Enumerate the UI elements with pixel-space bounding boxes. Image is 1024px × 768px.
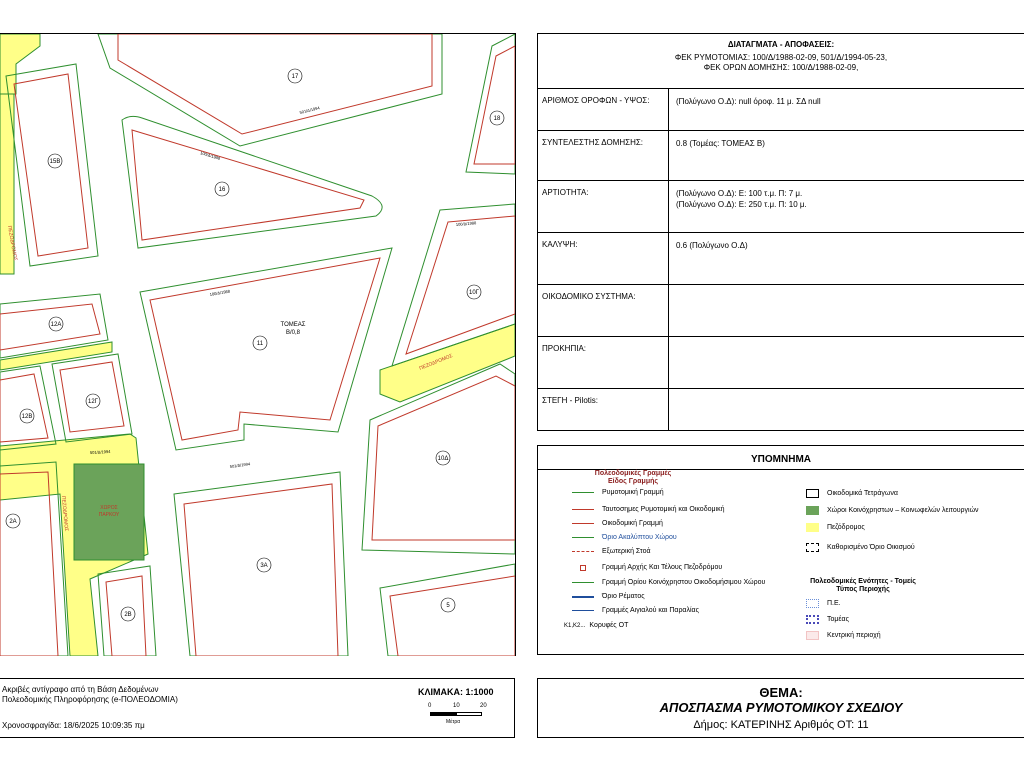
legend-item-stream-line: Όριο Ρέματος — [572, 593, 645, 600]
term-row-floors — [538, 89, 1024, 131]
legend-item-pedestrian: Πεζόδρομος — [806, 523, 865, 532]
small-square-icon — [580, 565, 586, 571]
line-label: 501/Δ/1994 — [229, 461, 251, 469]
legend-item-pedestrian-endpoint: Γραμμή Αρχής Και Τέλους Πεζοδρόμου — [572, 564, 722, 571]
legend-item-sector: Τομέας — [806, 615, 849, 624]
subject-title: ΑΠΟΣΠΑΣΜΑ ΡΥΜΟΤΟΜΙΚΟΥ ΣΧΕΔΙΟΥ — [659, 700, 903, 715]
footer-subject — [537, 678, 1024, 738]
block-number-2b: 2Β — [124, 612, 132, 618]
line-label: 501/Δ/1994 — [299, 105, 321, 115]
line-label: 100/Δ/1988 — [209, 288, 231, 297]
block-16-street-line — [122, 116, 382, 248]
sector-code: Β/0,8 — [285, 330, 301, 336]
legend-item-blocks: Οικοδομικά Τετράγωνα — [806, 489, 898, 498]
term-key: ΚΑΛΥΨΗ: — [538, 233, 669, 284]
legend-lines-heading: Πολεοδομικές Γραμμές Είδος Γραμμής — [594, 470, 672, 485]
term-row-plot-size — [538, 181, 1024, 233]
decrees-line-2: ΦΕΚ ΟΡΩΝ ΔΟΜΗΣΗΣ: 100/Δ/1988-02-09, — [703, 63, 859, 72]
legend-item-building-line: Οικοδομική Γραμμή — [572, 520, 663, 527]
copy-line-2: Πολεοδομικής Πληροφόρησης (e-ΠΟΛΕΟΔΟΜΙΑ) — [2, 695, 178, 704]
blue-line-icon — [572, 610, 594, 611]
green-line-icon — [572, 537, 594, 538]
legend-item-central-area: Κεντρική περιοχή — [806, 631, 881, 640]
block-11-building-line — [150, 258, 380, 440]
pedestrian-label-east: ΠΕΖΟΔΡΟΜΟΣ — [418, 352, 454, 372]
term-row-building-system — [538, 285, 1024, 337]
scale-label: ΚΛΙΜΑΚΑ: 1:1000 — [418, 687, 494, 697]
line-label: 501/Δ/1994 — [89, 448, 111, 455]
block-16-building-line — [132, 130, 364, 240]
scale-bar: 0 10 20 Μέτρα — [428, 703, 487, 725]
legend-item-vertices: Κ1,Κ2... Κορυφές ΟΤ — [564, 622, 629, 629]
block-12b-building-line — [0, 374, 48, 442]
term-row-coefficient — [538, 131, 1024, 181]
legend-title: ΥΠΟΜΝΗΜΑ — [751, 454, 811, 465]
term-value — [669, 285, 1024, 336]
block-number-3a: 3Α — [260, 563, 268, 569]
dashed-box-icon — [806, 543, 819, 552]
term-value: 0.6 (Πολύγωνο Ο.Δ) — [676, 241, 748, 250]
block-number-12a: 12Α — [50, 322, 62, 328]
green-line-icon — [572, 492, 594, 493]
legend-item-common-space-line: Γραμμή Ορίου Κοινόχρηστου Οικοδομήσιμου Χώρου — [572, 579, 765, 586]
decrees-section — [538, 34, 1024, 89]
line-label: 100/Δ/1988 — [199, 150, 221, 161]
block-number-12b: 12Β — [21, 414, 33, 420]
block-5-building-line — [390, 576, 515, 656]
term-row-coverage — [538, 233, 1024, 285]
timestamp: Χρονοσφραγίδα: 18/6/2025 10:09:35 πμ — [2, 721, 145, 730]
dotted-blue-box-icon — [806, 599, 819, 608]
blue-line-icon — [572, 596, 594, 598]
decrees-line-1: ΦΕΚ ΡΥΜΟΤΟΜΙΑΣ: 100/Δ/1988-02-09, 501/Δ/1994-05-23, — [674, 53, 888, 62]
block-18-street-line — [466, 34, 515, 174]
block-number-10g: 10Γ — [469, 290, 479, 296]
legend-item-street-line: Ρυμοτομική Γραμμή — [572, 489, 664, 496]
block-number-17: 17 — [291, 74, 299, 80]
green-swatch — [806, 506, 819, 515]
plan-map[interactable] — [0, 33, 516, 656]
block-number-15b: 15Β — [49, 159, 61, 165]
block-17-street-line — [98, 34, 442, 146]
term-key: ΠΡΟΚΗΠΙΑ: — [538, 337, 669, 388]
sector-label: ΤΟΜΕΑΣ — [280, 322, 306, 328]
legend-item-coastline: Γραμμές Αιγιαλού και Παραλίας — [572, 607, 699, 614]
dashed-red-line-icon — [572, 551, 594, 552]
block-number-16: 16 — [218, 187, 226, 193]
legend-item-identical-line: Ταυτοσημες Ρυμοτομική και Οικοδομική — [572, 506, 724, 513]
block-swatch — [806, 489, 819, 498]
block-number-5: 5 — [446, 603, 450, 609]
legend-units-heading: Πολεοδομικές Ενότητες - Τομείς Τύπος Περιοχής — [810, 578, 916, 593]
legend-item-settlement-limit: Καθορισμένο Όριο Οικισμού — [806, 543, 915, 552]
term-key: ΣΥΝΤΕΛΕΣΤΗΣ ΔΟΜΗΣΗΣ: — [538, 131, 669, 180]
map-legend — [537, 445, 1024, 655]
legend-item-public-spaces: Χώροι Κοινόχρηστων – Κοινωφελών λειτουργιών — [806, 506, 979, 515]
plan-map-canvas — [0, 34, 515, 656]
footer-copy-info — [0, 678, 515, 738]
pedestrian-label-west: ΠΕΖΟΔΡΟΜΟΣ — [6, 225, 19, 262]
line-label: 100/Δ/1988 — [455, 220, 477, 227]
term-value — [669, 337, 1024, 388]
subject-label: ΘΕΜΑ: — [759, 685, 803, 700]
pedestrian-street-left — [0, 34, 40, 94]
park-label-2: ΠΑΡΚΟΥ — [98, 512, 120, 518]
term-row-setback — [538, 337, 1024, 389]
red-line-icon — [572, 523, 594, 524]
block-number-2a: 2Α — [9, 519, 17, 525]
pink-box-icon — [806, 631, 819, 640]
term-row-roof — [538, 389, 1024, 430]
legend-item-open-space-line: Όριο Ακαλύπτου Χώρου — [572, 534, 677, 541]
block-17-building-line — [118, 34, 432, 134]
pedestrian-label-south: ΠΕΖΟΔΡΟΜΟΣ — [60, 495, 70, 532]
pedestrian-street-mid — [0, 342, 112, 370]
term-key: ΟΙΚΟΔΟΜΙΚΟ ΣΥΣΤΗΜΑ: — [538, 285, 669, 336]
term-key: ΑΡΙΘΜΟΣ ΟΡΟΦΩΝ - ΥΨΟΣ: — [538, 89, 669, 130]
legend-item-arcade-line: Εξωτερική Στοά — [572, 548, 651, 555]
term-key: ΣΤΕΓΗ - Pilotis: — [538, 389, 669, 430]
dotted-purple-box-icon — [806, 615, 819, 624]
term-value: (Πολύγωνο Ο.Δ): null όροφ. 11 μ. ΣΔ null — [676, 97, 821, 106]
municipality-line: Δήμος: ΚΑΤΕΡΙΝΗΣ Αριθμός ΟΤ: 11 — [693, 719, 869, 731]
term-value: (Πολύγωνο Ο.Δ): Ε: 100 τ.μ. Π: 7 μ. (Πολύγωνο Ο.Δ): Ε: 250 τ.μ. Π: 10 μ. — [676, 189, 807, 209]
red-line-icon — [572, 509, 594, 510]
building-terms-panel — [537, 33, 1024, 431]
block-number-12g: 12Γ — [88, 399, 98, 405]
green-line-icon — [572, 582, 594, 583]
block-number-18: 18 — [493, 116, 501, 122]
term-key: ΑΡΤΙΟΤΗΤΑ: — [538, 181, 669, 232]
copy-line-1: Ακριβές αντίγραφο από τη Βάση Δεδομένων — [2, 685, 159, 694]
block-number-10d: 10Δ — [437, 456, 449, 462]
term-value — [669, 389, 1024, 430]
decrees-title: ΔΙΑΤΑΓΜΑΤΑ - ΑΠΟΦΑΣΕΙΣ: — [727, 40, 835, 49]
park-label-1: ΧΩΡΟΣ — [100, 505, 118, 511]
yellow-swatch — [806, 523, 819, 532]
term-value: 0.8 (Τομέας: ΤΟΜΕΑΣ Β) — [676, 139, 765, 148]
block-number-11: 11 — [256, 341, 264, 347]
legend-item-urban-unit: Π.Ε. — [806, 599, 841, 608]
